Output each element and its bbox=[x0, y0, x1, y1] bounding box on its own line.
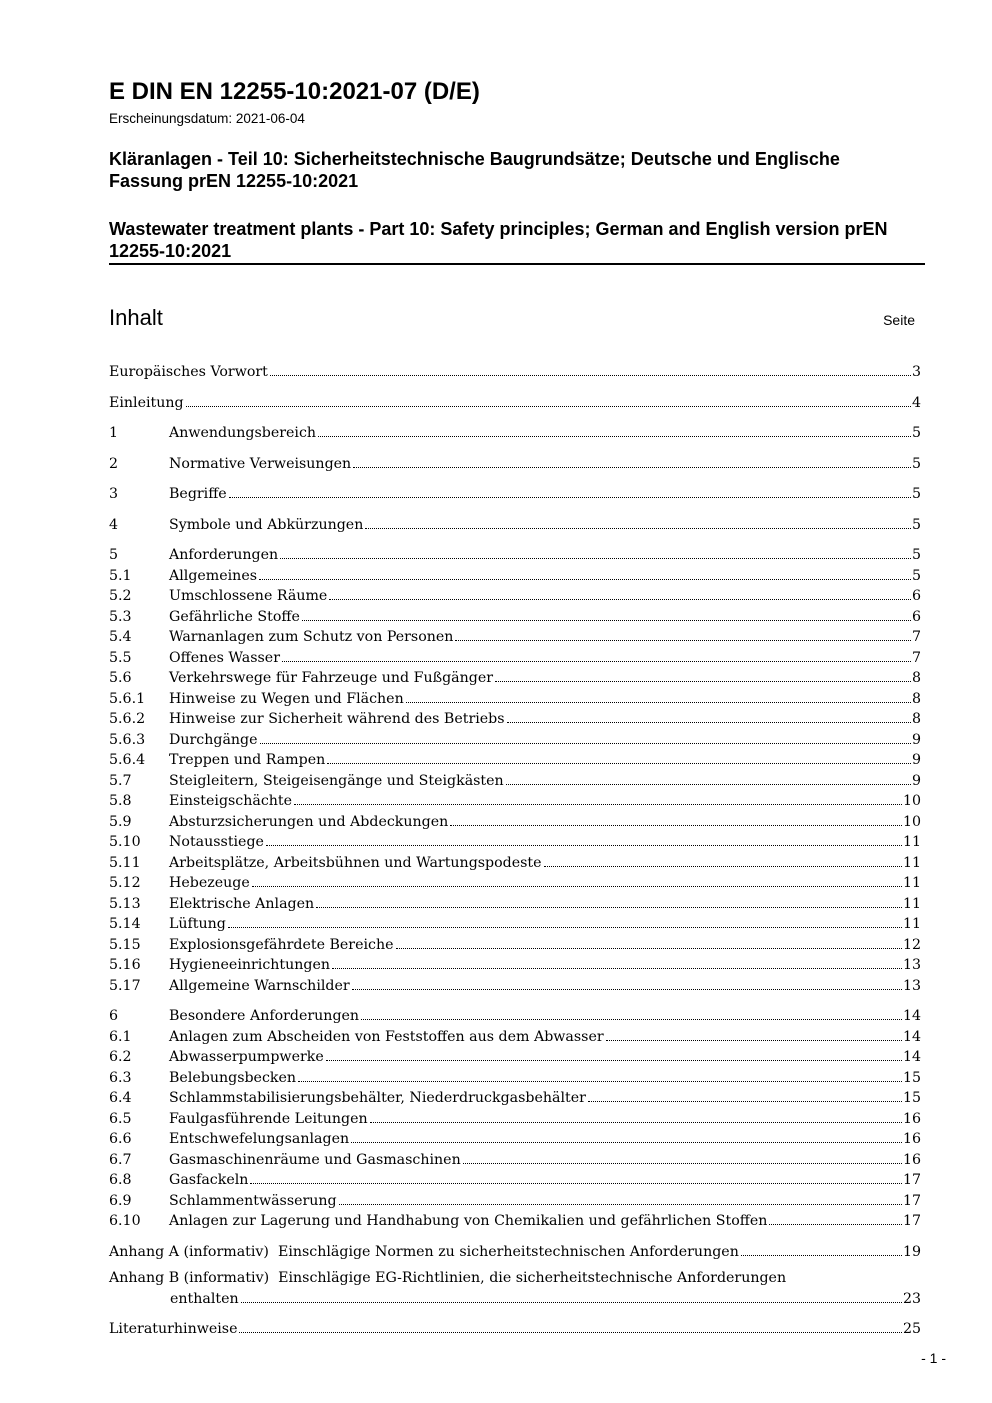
toc-entry-number: 5.1 bbox=[109, 567, 132, 584]
toc-entry-page: 5 bbox=[911, 486, 921, 502]
toc-heading: Inhalt bbox=[109, 305, 163, 330]
toc-entry-page: 8 bbox=[911, 670, 921, 686]
toc-entry[interactable] bbox=[109, 1319, 921, 1340]
toc-entry-title-continued: enthalten bbox=[170, 1290, 239, 1307]
toc-entry-title: Anwendungsbereich bbox=[169, 425, 317, 441]
toc-entry-number: 5.2 bbox=[109, 588, 132, 604]
toc-entry-number: 5.15 bbox=[109, 936, 141, 953]
toc-leader bbox=[186, 406, 911, 407]
toc-leader bbox=[329, 599, 911, 600]
toc-entry-page: 14 bbox=[902, 1028, 921, 1045]
toc-entry-page: 12 bbox=[902, 936, 921, 953]
toc-leader bbox=[396, 948, 902, 949]
toc-entry-title: Notausstiege bbox=[169, 834, 264, 850]
toc-leader bbox=[327, 763, 911, 764]
toc-leader bbox=[370, 1122, 902, 1123]
toc-entry-page: 23 bbox=[902, 1290, 921, 1307]
toc-entry[interactable] bbox=[109, 976, 921, 997]
toc-entry-page: 11 bbox=[902, 916, 921, 932]
toc-entry[interactable] bbox=[109, 1006, 921, 1027]
toc-entry-page: 5 bbox=[911, 425, 921, 441]
toc-entry-number: 5.8 bbox=[109, 793, 132, 809]
toc-entry-title: Faulgasführende Leitungen bbox=[169, 1110, 368, 1127]
toc-entry[interactable] bbox=[109, 1150, 921, 1171]
toc-entry-title: Abwasserpumpwerke bbox=[169, 1049, 324, 1065]
toc-entry[interactable] bbox=[109, 1027, 921, 1048]
toc-entry[interactable] bbox=[109, 873, 921, 894]
toc-leader bbox=[332, 968, 902, 969]
toc-entry-title: Explosionsgefährdete Bereiche bbox=[169, 936, 394, 953]
toc-entry[interactable] bbox=[109, 709, 921, 730]
toc-entry-page: 4 bbox=[911, 394, 921, 411]
toc-entry-title: Anhang B (informativ) Einschlägige EG-Richtlinien, die sicherheitstechnische Anforderungen bbox=[109, 1270, 787, 1286]
toc-leader bbox=[316, 907, 902, 908]
toc-entry-title: Steigleitern, Steigeisengänge und Steigkästen bbox=[169, 772, 504, 789]
toc-entry-page: 3 bbox=[911, 364, 921, 380]
toc-entry-title: Gasmaschinenräume und Gasmaschinen bbox=[169, 1151, 461, 1168]
toc-entry[interactable] bbox=[109, 1109, 921, 1130]
toc-entry[interactable] bbox=[109, 730, 921, 751]
toc-entry-title: Warnanlagen zum Schutz von Personen bbox=[169, 629, 454, 645]
toc-leader bbox=[252, 886, 902, 887]
toc-entry-title: Gasfackeln bbox=[169, 1172, 249, 1188]
toc-entry-number: 6.9 bbox=[109, 1192, 132, 1209]
toc-entry-number: 6.6 bbox=[109, 1131, 132, 1147]
toc-leader bbox=[544, 866, 902, 867]
toc-leader bbox=[406, 702, 911, 703]
toc-entry-number: 5.9 bbox=[109, 813, 132, 830]
toc-entry-title: Hinweise zu Wegen und Flächen bbox=[169, 690, 404, 707]
toc-entry-title: Anhang A (informativ) Einschlägige Normen zu sicherheitstechnischen Anforderungen bbox=[109, 1243, 739, 1260]
toc-entry-page: 11 bbox=[902, 834, 921, 850]
toc-entry-title: Durchgänge bbox=[169, 731, 258, 748]
toc-entry-number: 6.3 bbox=[109, 1069, 132, 1086]
toc-entry-number: 5.5 bbox=[109, 649, 132, 666]
toc-entry-page: 14 bbox=[902, 1008, 921, 1024]
toc-entry-title: Einsteigschächte bbox=[169, 793, 293, 809]
toc-entry[interactable] bbox=[109, 545, 921, 566]
toc-entry[interactable] bbox=[109, 750, 921, 771]
toc-entry[interactable] bbox=[109, 423, 921, 444]
toc-entry-number: 6.10 bbox=[109, 1213, 141, 1229]
toc-entry[interactable] bbox=[109, 1268, 921, 1309]
toc-entry-title: Begriffe bbox=[169, 486, 227, 502]
toc-leader bbox=[507, 722, 911, 723]
toc-leader bbox=[241, 1302, 902, 1303]
toc-entry-title: Allgemeine Warnschilder bbox=[169, 977, 350, 994]
toc-entry[interactable] bbox=[109, 1068, 921, 1089]
toc-entry-number: 3 bbox=[109, 486, 119, 502]
toc-entry[interactable] bbox=[109, 955, 921, 976]
toc-entry-page: 5 bbox=[911, 455, 921, 472]
toc-entry-title: Lüftung bbox=[169, 916, 226, 932]
toc-entry[interactable] bbox=[109, 1211, 921, 1232]
toc-entry-page: 15 bbox=[902, 1090, 921, 1106]
toc-leader bbox=[365, 528, 911, 529]
toc-entry-title: Absturzsicherungen und Abdeckungen bbox=[169, 813, 449, 830]
header-divider bbox=[109, 263, 925, 265]
toc-leader bbox=[351, 1142, 902, 1143]
toc-entry-page: 25 bbox=[902, 1321, 921, 1337]
toc-entry-title: Schlammentwässerung bbox=[169, 1192, 337, 1209]
toc-entry-page: 17 bbox=[902, 1192, 921, 1209]
toc-entry-page: 16 bbox=[902, 1151, 921, 1168]
toc-leader bbox=[294, 804, 902, 805]
toc-entry-title: Gefährliche Stoffe bbox=[169, 608, 300, 625]
document-number: E DIN EN 12255-10:2021-07 (D/E) bbox=[109, 78, 480, 105]
toc-entry-page: 15 bbox=[902, 1069, 921, 1086]
toc-entry[interactable] bbox=[109, 1129, 921, 1150]
toc-entry-number: 2 bbox=[109, 455, 119, 472]
toc-leader bbox=[352, 989, 902, 990]
toc-leader bbox=[266, 845, 902, 846]
toc-entry-title: Anforderungen bbox=[169, 547, 279, 563]
toc-entry-page: 13 bbox=[902, 957, 921, 973]
toc-entry-title: Arbeitsplätze, Arbeitsbühnen und Wartungspodeste bbox=[169, 854, 542, 871]
toc-entry-number: 6 bbox=[109, 1008, 119, 1024]
toc-entry-page: 17 bbox=[902, 1172, 921, 1188]
toc-entry-page: 16 bbox=[902, 1131, 921, 1147]
toc-entry-page: 8 bbox=[911, 690, 921, 707]
toc-leader bbox=[282, 661, 911, 662]
toc-entry-number: 6.5 bbox=[109, 1110, 132, 1127]
toc-entry[interactable] bbox=[109, 1242, 921, 1263]
toc-entry-page: 19 bbox=[902, 1243, 921, 1260]
toc-entry[interactable] bbox=[109, 1191, 921, 1212]
toc-entry-page: 14 bbox=[902, 1049, 921, 1065]
toc-entry-page: 9 bbox=[911, 772, 921, 789]
toc-leader bbox=[463, 1163, 902, 1164]
toc-entry-title: Normative Verweisungen bbox=[169, 455, 352, 472]
toc-entry-page: 10 bbox=[902, 793, 921, 809]
toc-entry-page: 5 bbox=[911, 547, 921, 563]
toc-leader bbox=[741, 1255, 902, 1256]
toc-entry[interactable] bbox=[109, 484, 921, 505]
toc-leader bbox=[259, 579, 911, 580]
toc-entry-title: Literaturhinweise bbox=[109, 1321, 238, 1337]
toc-leader bbox=[769, 1224, 902, 1225]
toc-entry-number: 6.4 bbox=[109, 1090, 132, 1106]
toc-entry-title: Verkehrswege für Fahrzeuge und Fußgänger bbox=[169, 670, 494, 686]
toc-entry-page: 5 bbox=[911, 516, 921, 533]
toc-entry-page: 9 bbox=[911, 752, 921, 768]
toc-entry-page: 16 bbox=[902, 1110, 921, 1127]
toc-entry-number: 1 bbox=[109, 425, 119, 441]
toc-entry-number: 5.6.2 bbox=[109, 711, 146, 727]
toc-entry-number: 5.17 bbox=[109, 977, 141, 994]
toc-entry-title: Besondere Anforderungen bbox=[169, 1008, 360, 1024]
toc-leader bbox=[239, 1332, 901, 1333]
toc-entry[interactable] bbox=[109, 791, 921, 812]
toc-leader bbox=[228, 927, 902, 928]
toc-entry-number: 5.10 bbox=[109, 834, 141, 850]
toc-entry-title: Offenes Wasser bbox=[169, 649, 280, 666]
toc-entry-page: 11 bbox=[902, 854, 921, 871]
toc-entry-page: 5 bbox=[911, 567, 921, 584]
toc-entry-number: 5.16 bbox=[109, 957, 141, 973]
toc-leader bbox=[353, 467, 911, 468]
toc-leader bbox=[326, 1060, 902, 1061]
toc-entry-title: Umschlossene Räume bbox=[169, 588, 328, 604]
toc-entry-title: Symbole und Abkürzungen bbox=[169, 516, 364, 533]
toc-entry[interactable] bbox=[109, 607, 921, 628]
toc-entry-title: Treppen und Rampen bbox=[169, 752, 326, 768]
toc-entry-number: 5.6.1 bbox=[109, 690, 146, 707]
toc-entry[interactable] bbox=[109, 689, 921, 710]
toc-entry-number: 5.6 bbox=[109, 670, 132, 686]
toc-leader bbox=[339, 1204, 902, 1205]
toc-leader bbox=[450, 825, 902, 826]
toc-entry-title: Hebezeuge bbox=[169, 875, 250, 891]
toc-entry-number: 6.1 bbox=[109, 1028, 132, 1045]
toc-entry[interactable] bbox=[109, 1047, 921, 1068]
toc-leader bbox=[495, 681, 911, 682]
toc-entry-page: 11 bbox=[902, 875, 921, 891]
toc-leader bbox=[250, 1183, 902, 1184]
toc-entry-number: 6.8 bbox=[109, 1172, 132, 1188]
toc-entry-number: 5.3 bbox=[109, 608, 132, 625]
toc-entry[interactable] bbox=[109, 586, 921, 607]
title-german: Kläranlagen - Teil 10: Sicherheitstechnische Baugrundsätze; Deutsche und Englische Fassung prEN 12255-10:2021 bbox=[109, 149, 840, 191]
toc-leader bbox=[270, 375, 911, 376]
toc-entry-number: 4 bbox=[109, 516, 119, 533]
toc-leader bbox=[280, 558, 911, 559]
toc-leader bbox=[606, 1040, 902, 1041]
toc-entry[interactable] bbox=[109, 832, 921, 853]
toc-entry[interactable] bbox=[109, 894, 921, 915]
toc-leader bbox=[318, 436, 911, 437]
toc-entry-number: 5.14 bbox=[109, 916, 141, 932]
toc-entry[interactable] bbox=[109, 648, 921, 669]
toc-entry-title: Allgemeines bbox=[169, 567, 257, 584]
toc-leader bbox=[361, 1019, 902, 1020]
toc-entry-title: Anlagen zum Abscheiden von Feststoffen aus dem Abwasser bbox=[169, 1028, 604, 1045]
toc-entry-title: Einleitung bbox=[109, 394, 184, 411]
toc-entry-page: 6 bbox=[911, 608, 921, 625]
toc-entry-number: 6.7 bbox=[109, 1151, 132, 1168]
toc-entry-number: 6.2 bbox=[109, 1049, 132, 1065]
title-english: Wastewater treatment plants - Part 10: Safety principles; German and English version prEN 12255-10:2021 bbox=[109, 219, 888, 261]
toc-entry-number: 5 bbox=[109, 547, 119, 563]
toc-entry-number: 5.12 bbox=[109, 875, 141, 891]
toc-entry-title: Entschwefelungsanlagen bbox=[169, 1131, 350, 1147]
toc-entry[interactable] bbox=[109, 668, 921, 689]
toc-entry[interactable] bbox=[109, 935, 921, 956]
toc-leader bbox=[298, 1081, 902, 1082]
toc-entry-title: Anlagen zur Lagerung und Handhabung von Chemikalien und gefährlichen Stoffen bbox=[169, 1213, 768, 1229]
toc-entry[interactable] bbox=[109, 812, 921, 833]
toc-entry-page: 17 bbox=[902, 1213, 921, 1229]
toc-entry-page: 13 bbox=[902, 977, 921, 994]
toc-page-column-label: Seite bbox=[883, 312, 915, 328]
toc-entry[interactable] bbox=[109, 771, 921, 792]
toc-entry-title: Schlammstabilisierungsbehälter, Niederdruckgasbehälter bbox=[169, 1090, 586, 1106]
toc-entry-number: 5.13 bbox=[109, 895, 141, 912]
toc-entry[interactable] bbox=[109, 566, 921, 587]
toc-entry-number: 5.11 bbox=[109, 854, 141, 871]
toc-entry[interactable] bbox=[109, 1170, 921, 1191]
toc-entry[interactable] bbox=[109, 362, 921, 383]
toc-entry[interactable] bbox=[109, 454, 921, 475]
publication-date: Erscheinungsdatum: 2021-06-04 bbox=[109, 111, 305, 126]
toc-entry[interactable] bbox=[109, 1088, 921, 1109]
toc-entry-title: Hinweise zur Sicherheit während des Betriebs bbox=[169, 711, 505, 727]
table-of-contents bbox=[109, 362, 921, 1340]
toc-entry[interactable] bbox=[109, 914, 921, 935]
toc-entry-number: 5.7 bbox=[109, 772, 132, 789]
toc-entry[interactable] bbox=[109, 627, 921, 648]
toc-entry-page: 11 bbox=[902, 895, 921, 912]
toc-leader bbox=[506, 784, 911, 785]
toc-entry-number: 5.6.3 bbox=[109, 731, 146, 748]
toc-leader bbox=[588, 1101, 902, 1102]
toc-entry-title: Belebungsbecken bbox=[169, 1069, 297, 1086]
toc-leader bbox=[455, 640, 911, 641]
toc-entry-page: 6 bbox=[911, 588, 921, 604]
toc-entry-page: 7 bbox=[911, 629, 921, 645]
toc-entry-title: Elektrische Anlagen bbox=[169, 895, 315, 912]
toc-entry-number: 5.6.4 bbox=[109, 752, 146, 768]
toc-entry[interactable] bbox=[109, 393, 921, 414]
toc-entry[interactable] bbox=[109, 515, 921, 536]
toc-leader bbox=[260, 743, 911, 744]
toc-entry-title: Hygieneeinrichtungen bbox=[169, 957, 331, 973]
toc-entry-page: 10 bbox=[902, 813, 921, 830]
page-number: - 1 - bbox=[921, 1350, 946, 1366]
toc-entry[interactable] bbox=[109, 853, 921, 874]
toc-leader bbox=[302, 620, 911, 621]
toc-entry-page: 8 bbox=[911, 711, 921, 727]
toc-leader bbox=[229, 497, 911, 498]
toc-entry-page: 7 bbox=[911, 649, 921, 666]
toc-entry-page: 9 bbox=[911, 731, 921, 748]
toc-entry-title: Europäisches Vorwort bbox=[109, 364, 268, 380]
toc-entry-number: 5.4 bbox=[109, 629, 132, 645]
